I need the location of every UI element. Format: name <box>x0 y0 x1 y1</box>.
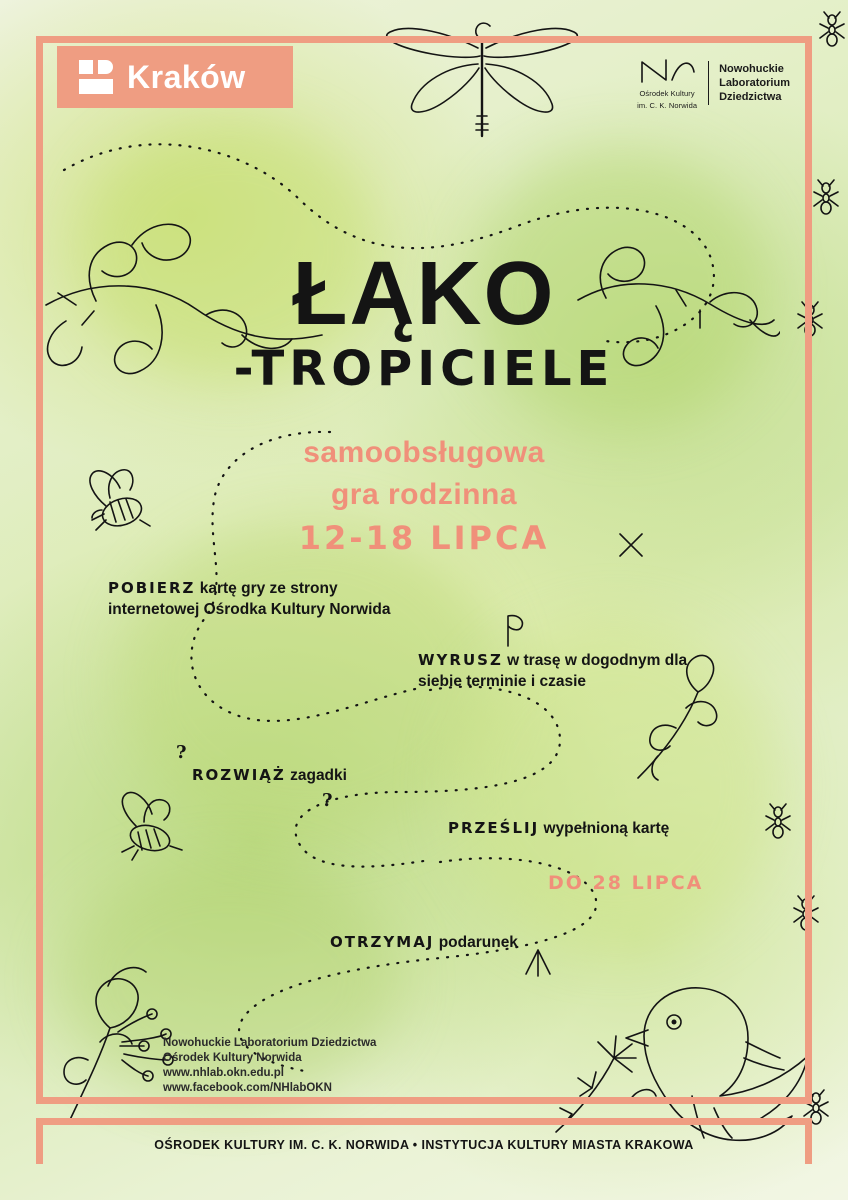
logo-divider <box>708 61 709 105</box>
step-text: wypełnioną kartę <box>539 820 670 837</box>
poster-subtitle: -TROPICIELE <box>233 341 615 397</box>
okn-caption-line1: Ośrodek Kultury <box>639 89 695 98</box>
contact-line-2: Ośrodek Kultury Norwida <box>163 1052 302 1064</box>
step-item-4 <box>448 818 678 839</box>
okn-caption-line2: im. C. K. Norwida <box>637 101 698 110</box>
step-verb: ROZWIĄŻ <box>192 766 286 784</box>
okn-logo-left <box>636 56 698 110</box>
step-verb: OTRZYMAJ <box>330 933 435 951</box>
contact-line-1: Nowohuckie Laboratorium Dziedzictwa <box>163 1037 377 1049</box>
nlh-line-1: Nowohuckie <box>719 63 784 75</box>
step-item-3 <box>192 765 412 786</box>
krakow-crest-icon <box>79 60 113 94</box>
poster-tagline <box>0 432 848 560</box>
nlh-line-3: Dziedzictwa <box>719 91 782 103</box>
ant-icon <box>812 8 848 48</box>
step-item-2 <box>418 650 708 692</box>
tagline-line-2: gra rodzinna <box>330 478 517 511</box>
step-verb: WYRUSZ <box>418 651 503 669</box>
deadline-text: DO 28 LIPCA <box>548 872 704 894</box>
krakow-logo-text: Kraków <box>127 58 246 95</box>
nlh-logo-text <box>719 62 790 104</box>
footer-bar <box>36 1118 812 1164</box>
step-item-5 <box>330 932 590 953</box>
okn-nlh-logo <box>636 56 790 110</box>
step-verb: POBIERZ <box>108 579 196 597</box>
step-item-1 <box>108 578 408 620</box>
tagline-line-1: samoobsługowa <box>303 436 545 469</box>
poster-title: ŁĄKO <box>292 244 556 344</box>
footer-text: OŚRODEK KULTURY IM. C. K. NORWIDA • INSTYTUCJA KULTURY MIASTA KRAKOWA <box>154 1138 694 1152</box>
step-text: w trasę w dogodnym dla siebie terminie i czasie <box>418 652 688 690</box>
ant-icon <box>806 176 846 216</box>
norwida-mark-icon <box>636 56 698 86</box>
step-text: podarunek <box>434 934 518 951</box>
contact-facebook[interactable]: www.facebook.com/NHlabOKN <box>163 1082 332 1094</box>
tagline-dates: 12-18 LIPCA <box>298 519 550 557</box>
nlh-line-2: Laboratorium <box>719 77 790 89</box>
step-verb: PRZEŚLIJ <box>448 819 540 837</box>
contact-block <box>163 1036 376 1096</box>
question-mark-left: ? <box>176 742 187 763</box>
krakow-logo <box>57 46 293 108</box>
contact-website[interactable]: www.nhlab.okn.edu.pl <box>163 1067 284 1079</box>
step-text: kartę gry ze strony internetowej Ośrodka Kultury Norwida <box>108 580 391 618</box>
question-mark-right: ? <box>322 790 333 811</box>
step-text: zagadki <box>285 767 347 784</box>
